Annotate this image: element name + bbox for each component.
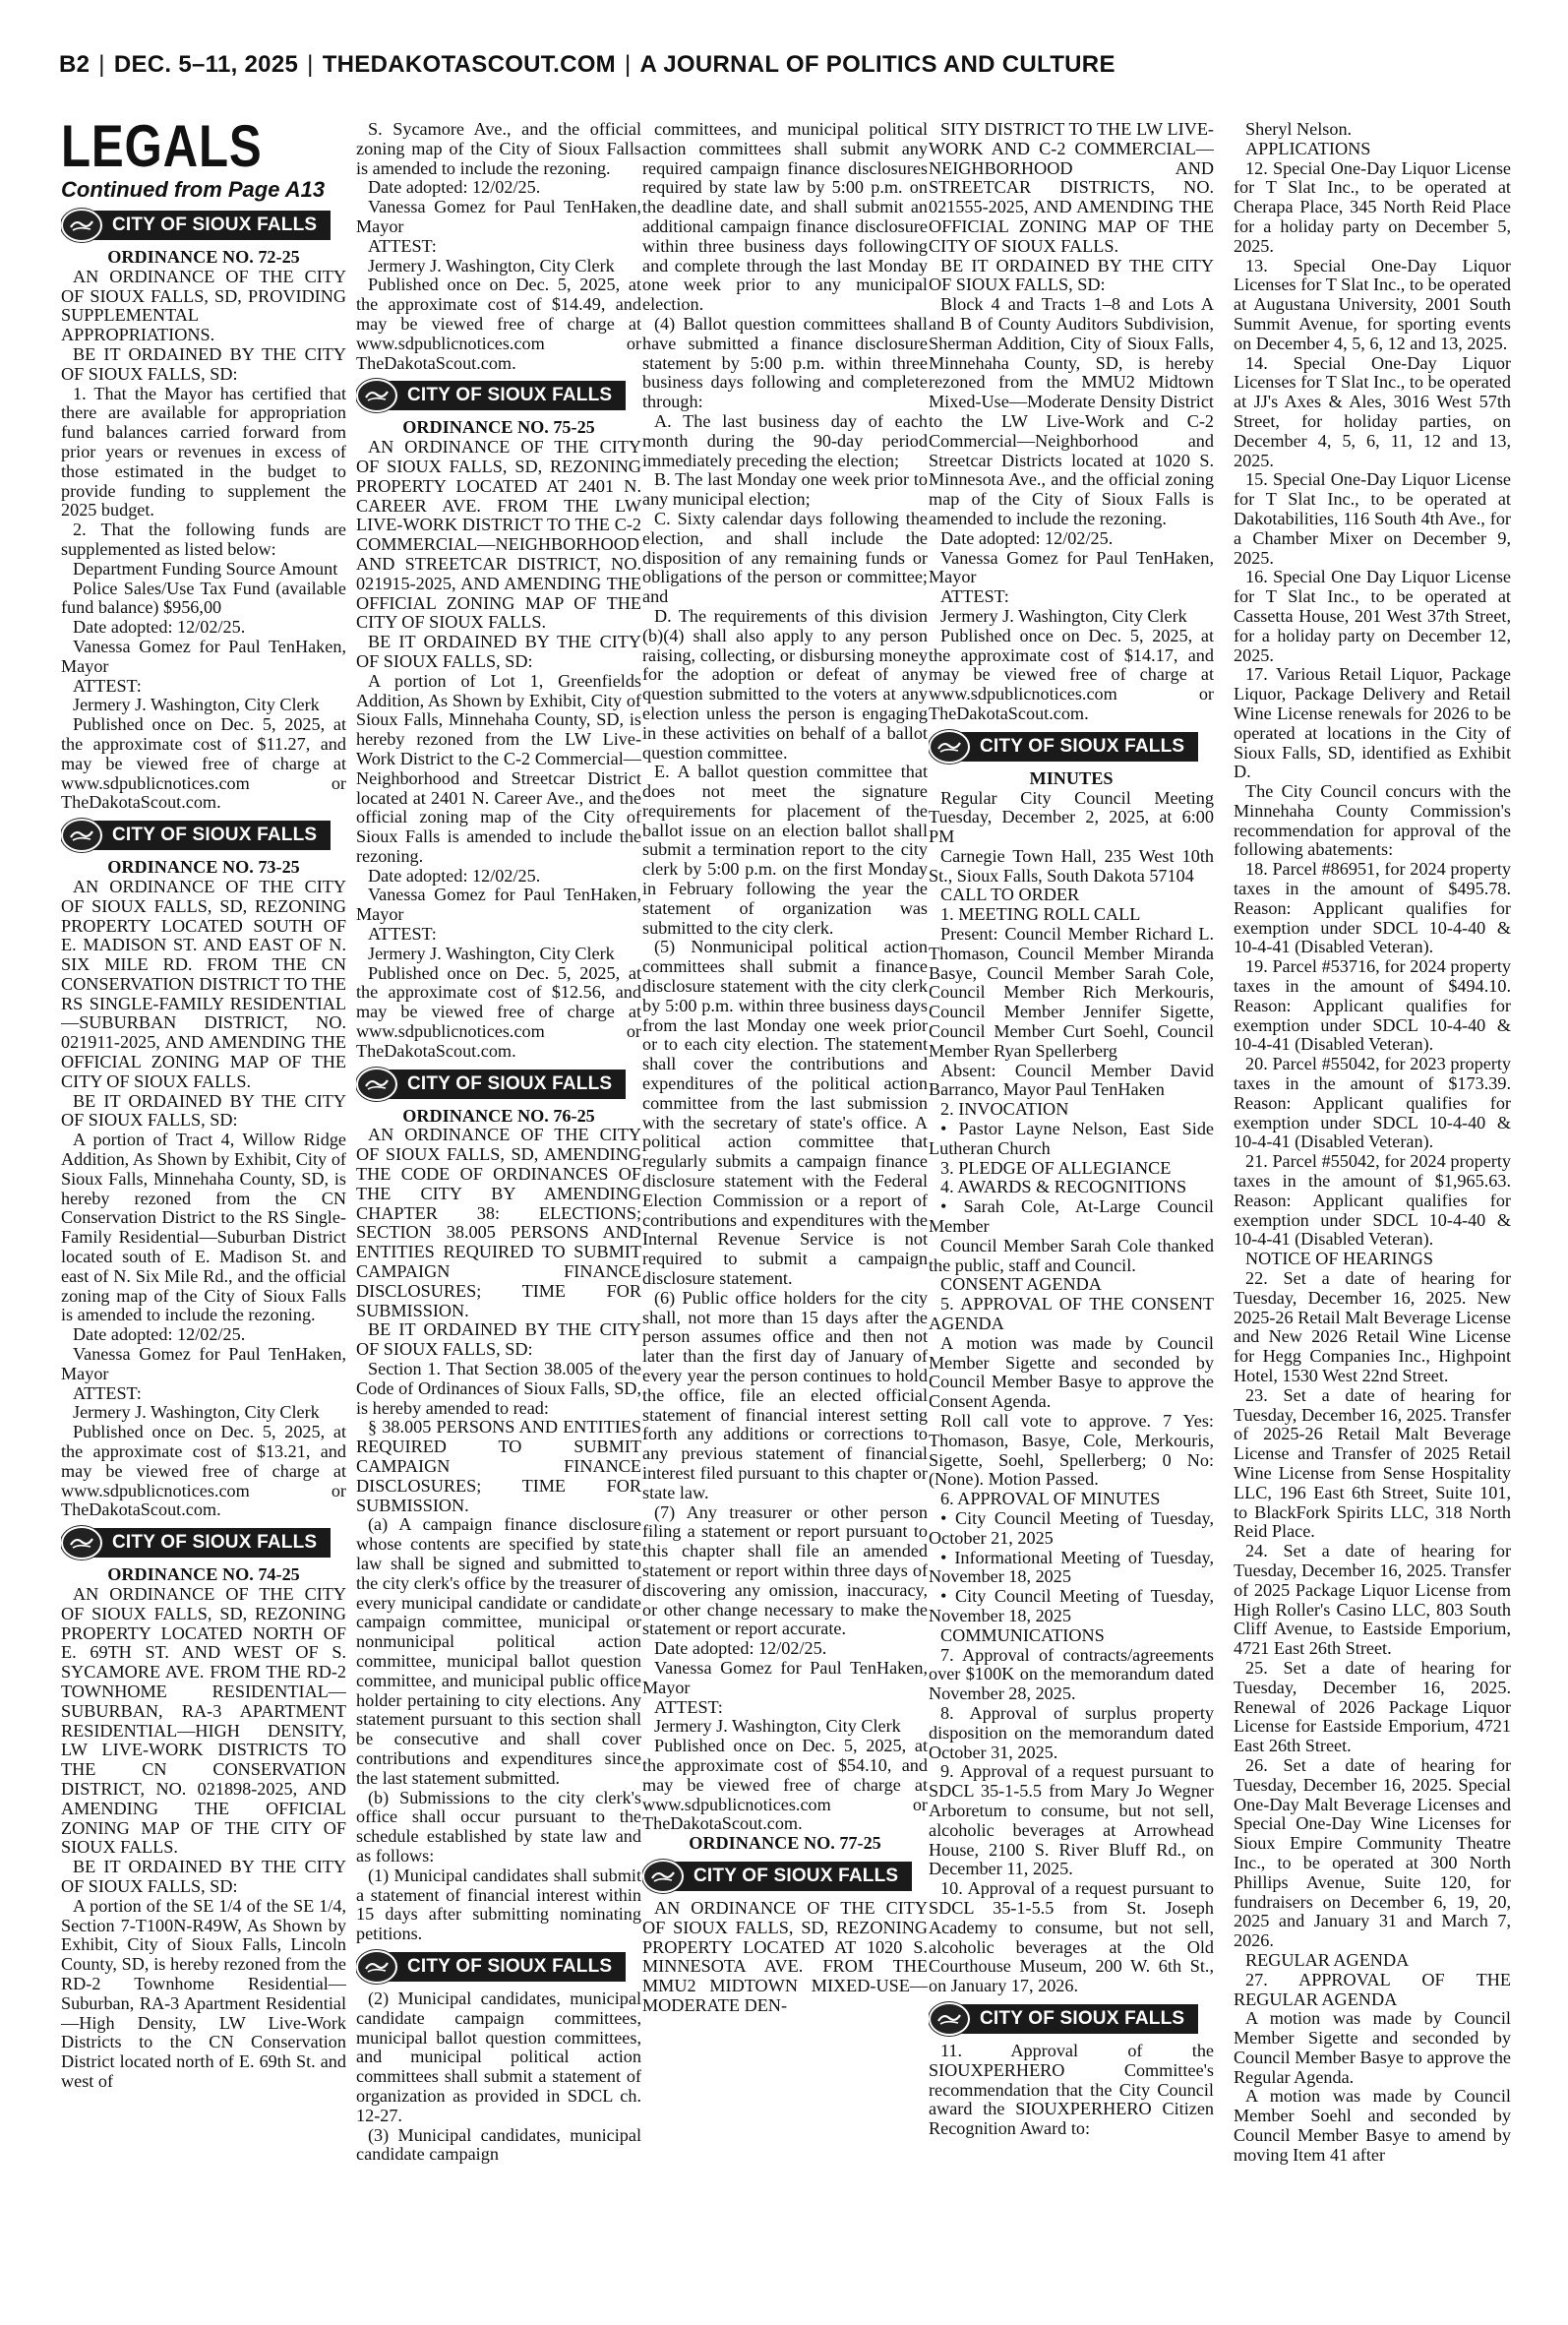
notice-paragraph: 13. Special One-Day Liquor Licenses for T Slat Inc., to be operated at Augustana University, 2001 South Summit Avenue, for sporting events on December 4, 5, 6, 12 and 13, 2025. [1234, 255, 1511, 353]
notice-paragraph: 14. Special One-Day Liquor Licenses for T Slat Inc., to be operated at JJ's Axes & Ales, 3016 West 57th Street, for holiday parties, on December 4, 5, 6, 11, 12 and 13, 2025. [1234, 352, 1511, 470]
notice-paragraph: A motion was made by Council Member Sigette and seconded by Council Member Basye to approve the Regular Agenda. [1234, 2008, 1511, 2087]
notice-paragraph: 24. Set a date of hearing for Tuesday, December 16, 2025. Transfer of 2025 Package Liquor License from High Roller's Casino LLC, 803 South Cliff Avenue, to Eastside Emporium, 4721 East 26th Street. [1234, 1541, 1511, 1659]
notice-paragraph: (2) Municipal candidates, municipal candidate campaign committees, municipal ballot question committees, and municipal political action committees shall submit a statement of organization as provided in SDCL ch. 12-27. [356, 1988, 641, 2125]
sioux-falls-seal-icon [929, 730, 970, 764]
notice-paragraph: A motion was made by Council Member Sigette and seconded by Council Member Basye to approve the Consent Agenda. [929, 1332, 1214, 1412]
notice-paragraph: BE IT ORDAINED BY THE CITY OF SIOUX FALLS, SD: [61, 1090, 346, 1131]
notice-paragraph: A motion was made by Council Member Soehl and seconded by Council Member Basye to amend by moving Item 41 after [1234, 2086, 1511, 2165]
notice-paragraph: 3. PLEDGE OF ALLEGIANCE [940, 1157, 1172, 1178]
notice-paragraph: AN ORDINANCE OF THE CITY OF SIOUX FALLS, SD, AMENDING THE CODE OF ORDINANCES OF THE CITY BY AMENDING CHAPTER 38: ELECTIONS; SECTION 38.005 PERSONS AND ENTITIES REQUIRED TO SUBMIT CAMPAIGN FINANCE DISCLOSURES; TIME FOR SUBMISSION. [356, 1125, 641, 1320]
notice-heading: ORDINANCE NO. 76-25 [402, 1105, 595, 1126]
col2-body [356, 120, 641, 2165]
notice-paragraph: D. The requirements of this division (b)(4) shall also apply to any person raising, collecting, or disbursing money for the adoption or defeat of any question submitted to the voters at any election unless the person is engaging in these activities on behalf of a ballot question committee. [642, 605, 928, 763]
notice-paragraph: 6. APPROVAL OF MINUTES [940, 1489, 1161, 1509]
notice-paragraph: Section 1. That Section 38.005 of the Code of Ordinances of Sioux Falls, SD, is hereby amended to read: [356, 1359, 641, 1418]
notice-paragraph: BE IT ORDAINED BY THE CITY OF SIOUX FALLS, SD: [929, 255, 1214, 295]
notice-paragraph: 27. APPROVAL OF THE REGULAR AGENDA [1234, 1969, 1511, 2009]
col1-body [61, 248, 346, 2092]
notice-paragraph: 19. Parcel #53716, for 2024 property taxes in the amount of $494.10. Reason: Applicant qualifies for exemption under SDCL 10-4-40 & 10-4-41 (Disabled Veteran). [1234, 956, 1511, 1055]
banner-label: CITY OF SIOUX FALLS [92, 821, 331, 850]
notice-paragraph: ATTEST: [368, 235, 437, 256]
notice-paragraph: (b) Submissions to the city clerk's office shall occur pursuant to the schedule established by state law and as follows: [356, 1787, 641, 1866]
notice-paragraph: 20. Parcel #55042, for 2023 property taxes in the amount of $173.39. Reason: Applicant qualifies for exemption under SDCL 10-4-40 & 10-4-41 (Disabled Veteran). [1234, 1054, 1511, 1152]
notice-paragraph: BE IT ORDAINED BY THE CITY OF SIOUX FALLS, SD: [356, 632, 641, 671]
sioux-falls-seal-icon [61, 1526, 102, 1560]
notice-paragraph: • Informational Meeting of Tuesday, November 18, 2025 [929, 1547, 1214, 1587]
notice-paragraph: Published once on Dec. 5, 2025, at the approximate cost of $14.49, and may be viewed free of charge at www.sdpublicnotices.com or TheDakotaScout.com. [356, 275, 641, 373]
notice-paragraph: • City Council Meeting of Tuesday, November 18, 2025 [929, 1586, 1214, 1625]
notice-paragraph: Vanessa Gomez for Paul TenHaken, Mayor [61, 636, 346, 676]
notice-paragraph: Regular City Council Meeting Tuesday, December 2, 2025, at 6:00 PM [929, 787, 1214, 847]
city-banner [356, 381, 641, 410]
notice-paragraph: 22. Set a date of hearing for Tuesday, December 16, 2025. New 2025-26 Retail Malt Beverage License and New 2026 Retail Wine License for Hegg Companies Inc., Highpoint Hotel, 1530 West 22nd Street. [1234, 1268, 1511, 1385]
notice-paragraph: Jermery J. Washington, City Clerk [73, 695, 320, 715]
city-banner [61, 211, 346, 240]
notice-paragraph: ATTEST: [73, 675, 142, 696]
notice-paragraph: Vanessa Gomez for Paul TenHaken, Mayor [642, 1657, 928, 1697]
notice-paragraph: A portion of the SE 1/4 of the SE 1/4, Section 7-T100N-R49W, As Shown by Exhibit, City of Sioux Falls, Lincoln County, SD, is hereby rezoned from the RD-2 Townhome Residential—Suburban, RA-3 Apartment Residential—High Density, LW Live-Work Districts to the CN Conservation District located north of E. 69th St. and west of [61, 1895, 346, 2091]
notice-paragraph: Vanessa Gomez for Paul TenHaken, Mayor [356, 885, 641, 925]
notice-paragraph: Roll call vote to approve. 7 Yes: Thomason, Basye, Cole, Merkouris, Sigette, Soehl, Spellerberg; 0 No: (None). Motion Passed. [929, 1411, 1214, 1490]
notice-paragraph: (3) Municipal candidates, municipal candidate campaign [356, 2124, 641, 2165]
issue-dates: DEC. 5–11, 2025 [113, 51, 299, 78]
notice-paragraph: APPLICATIONS [1245, 138, 1371, 158]
banner-label: CITY OF SIOUX FALLS [388, 1952, 626, 1982]
notice-paragraph: 26. Set a date of hearing for Tuesday, December 16, 2025. Special One-Day Malt Beverage Licenses and Special One-Day Wine Licenses for Sioux Empire Community Theatre Inc., to be operated at 300 North Phillips Avenue, Suite 120, for fundraisers on December 6, 19, 20, 2025 and January 31 and March 7, 2026. [1234, 1754, 1511, 1951]
notice-paragraph: Date adopted: 12/02/25. [654, 1638, 827, 1659]
notice-paragraph: 8. Approval of surplus property disposition on the memorandum dated October 31, 2025. [929, 1702, 1214, 1762]
notice-paragraph: Date adopted: 12/02/25. [368, 865, 541, 886]
notice-paragraph: Absent: Council Member David Barranco, Mayor Paul TenHaken [929, 1060, 1214, 1100]
page-header: B2 | DEC. 5–11, 2025 | THEDAKOTASCOUT.COM | A JOURNAL OF POLITICS AND CULTURE [59, 51, 1116, 78]
notice-paragraph: Date adopted: 12/02/25. [73, 617, 246, 638]
notice-paragraph: 4. AWARDS & RECOGNITIONS [940, 1177, 1187, 1197]
notice-paragraph: Council Member Sarah Cole thanked the public, staff and Council. [929, 1235, 1214, 1275]
notice-paragraph: AN ORDINANCE OF THE CITY OF SIOUX FALLS, SD, REZONING PROPERTY LOCATED AT 1020 S. MINNESOTA AVE. FROM THE MMU2 MIDTOWN MIXED-USE—MODERATE DEN- [642, 1897, 928, 2015]
notice-heading: MINUTES [1029, 767, 1114, 788]
banner-label: CITY OF SIOUX FALLS [674, 1862, 912, 1891]
notice-paragraph: Police Sales/Use Tax Fund (available fund balance) $956,00 [61, 578, 346, 618]
sioux-falls-seal-icon [61, 819, 102, 852]
notice-paragraph: ATTEST: [73, 1382, 142, 1403]
notice-paragraph: Published once on Dec. 5, 2025, at the approximate cost of $13.21, and may be viewed free of charge at www.sdpublicnotices.com or TheDakotaScout.com. [61, 1422, 346, 1520]
column-2 [356, 120, 641, 2324]
notice-paragraph: § 38.005 PERSONS AND ENTITIES REQUIRED TO SUBMIT CAMPAIGN FINANCE DISCLOSURES; TIME FOR SUBMISSION. [356, 1417, 641, 1515]
notice-paragraph: 7. Approval of contracts/agreements over $100K on the memorandum dated November 28, 2025. [929, 1644, 1214, 1704]
notice-paragraph: CALL TO ORDER [940, 885, 1080, 905]
notice-paragraph: (6) Public office holders for the city shall, not more than 15 days after the person assumes office and then not later than the first day of January of every year the person continues to hold the office, file an elected official statement of financial interest setting forth any additions or corrections to any previous statement of financial interest filed pursuant to this chapter or state law. [642, 1287, 928, 1502]
notice-paragraph: The City Council concurs with the Minnehaha County Commission's recommendation for approval of the following abatements: [1234, 781, 1511, 860]
notice-paragraph: 2. That the following funds are supplemented as listed below: [61, 520, 346, 559]
sioux-falls-seal-icon [356, 1068, 397, 1101]
notice-paragraph: ATTEST: [368, 924, 437, 945]
notice-paragraph: 18. Parcel #86951, for 2024 property taxes in the amount of $495.78. Reason: Applicant qualifies for exemption under SDCL 10-4-40 & 10-4-41 (Disabled Veteran). [1234, 859, 1511, 957]
city-banner [61, 1528, 346, 1558]
notice-paragraph: (a) A campaign finance disclosure whose contents are specified by state law shall be signed and submitted to the city clerk's office by the treasurer of every municipal candidate or candidate campaign committee, municipal or nonmunicipal political action committee, municipal ballot question committee, and municipal public office holder pertaining to city elections. Any statement pursuant to this section shall be consecutive and shall cover contributions and expenditures since the last statement submitted. [356, 1514, 641, 1788]
notice-paragraph: BE IT ORDAINED BY THE CITY OF SIOUX FALLS, SD: [61, 1857, 346, 1896]
banner-label: CITY OF SIOUX FALLS [960, 732, 1198, 762]
notice-paragraph: Date adopted: 12/02/25. [73, 1324, 246, 1345]
notice-heading: ORDINANCE NO. 74-25 [107, 1564, 300, 1585]
notice-paragraph: (7) Any treasurer or other person filing a statement or report pursuant to this chapter shall file an amended statement or report within three days of discovering any omission, inaccuracy, or other change necessary to make the statement or report accurate. [642, 1501, 928, 1639]
notice-paragraph: B. The last Monday one week prior to any municipal election; [642, 469, 928, 510]
notice-paragraph: Published once on Dec. 5, 2025, at the approximate cost of $14.17, and may be viewed free of charge at www.sdpublicnotices.com or TheDakotaScout.com. [929, 625, 1214, 723]
notice-paragraph: BE IT ORDAINED BY THE CITY OF SIOUX FALLS, SD: [356, 1319, 641, 1360]
notice-paragraph: Jermery J. Washington, City Clerk [368, 943, 615, 963]
notice-paragraph: Jermery J. Washington, City Clerk [654, 1716, 901, 1737]
sioux-falls-seal-icon [61, 209, 102, 242]
notice-paragraph: • Pastor Layne Nelson, East Side Lutheran Church [929, 1119, 1214, 1158]
column-4 [929, 120, 1214, 2324]
notice-paragraph: Date adopted: 12/02/25. [368, 177, 541, 198]
notice-paragraph: 12. Special One-Day Liquor License for T Slat Inc., to be operated at Cherapa Place, 345 North Reid Place for a holiday party on December 5, 2025. [1234, 157, 1511, 256]
notice-paragraph: A portion of Lot 1, Greenfields Addition, As Shown by Exhibit, City of Sioux Falls, Minnehaha County, SD, is hereby rezoned from the LW Live-Work District to the C-2 Commercial—Neighborhood and Streetcar District located at 2401 N. Career Ave., and the official zoning map of the City of Sioux Falls is amended to include the rezoning. [356, 670, 641, 866]
notice-paragraph: 21. Parcel #55042, for 2024 property taxes in the amount of $1,965.63. Reason: Applicant qualifies for exemption under SDCL 10-4-40 & 10-4-41 (Disabled Veteran). [1234, 1151, 1511, 1250]
notice-paragraph: 25. Set a date of hearing for Tuesday, December 16, 2025. Renewal of 2026 Package Liquor License for Eastside Emporium, 4721 East 26th Street. [1234, 1657, 1511, 1756]
column-5 [1234, 120, 1511, 2324]
notice-heading: ORDINANCE NO. 77-25 [689, 1833, 881, 1854]
column-1 [61, 116, 346, 2320]
sioux-falls-seal-icon [642, 1860, 684, 1893]
notice-paragraph: SITY DISTRICT TO THE LW LIVE-WORK AND C-2 COMMERCIAL—NEIGHBORHOOD AND STREETCAR DISTRICTS, NO. 021555-2025, AND AMENDING THE OFFICIAL ZONING MAP OF THE CITY OF SIOUX FALLS. [929, 120, 1214, 256]
notice-paragraph: Jermery J. Washington, City Clerk [368, 255, 615, 275]
notice-paragraph: Vanessa Gomez for Paul TenHaken, Mayor [929, 547, 1214, 587]
col3-body [642, 120, 928, 2016]
page-number: B2 [59, 51, 90, 78]
notice-paragraph: 9. Approval of a request pursuant to SDCL 35-1-5.5 from Mary Jo Wegner Arboretum to consume, but not sell, alcoholic beverages at Arrowhead House, 2100 S. River Bluff Rd., on December 11, 2025. [929, 1761, 1214, 1879]
city-banner [356, 1070, 641, 1099]
notice-paragraph: Vanessa Gomez for Paul TenHaken, Mayor [61, 1344, 346, 1383]
notice-paragraph: 2. INVOCATION [940, 1099, 1069, 1120]
notice-paragraph: Jermery J. Washington, City Clerk [940, 605, 1187, 626]
notice-paragraph: committees, and municipal political action committees shall submit any required campaign finance disclosures required by state law by 5:00 p.m. on the deadline date, and shall submit an additional campaign finance disclosure within three business days following and complete through the last Monday one week prior to any municipal election. [642, 120, 928, 315]
banner-label: CITY OF SIOUX FALLS [92, 1528, 331, 1558]
notice-paragraph: A. The last business day of each month during the 90-day period immediately preceding the election; [642, 410, 928, 470]
notice-paragraph: Jermery J. Washington, City Clerk [73, 1402, 320, 1423]
notice-paragraph: CONSENT AGENDA [940, 1274, 1102, 1295]
city-banner [61, 821, 346, 850]
col5-body [1234, 120, 1511, 2166]
notice-heading: ORDINANCE NO. 75-25 [402, 417, 595, 438]
notice-paragraph: 23. Set a date of hearing for Tuesday, December 16, 2025. Transfer of 2025-26 Retail Malt Beverage License and Transfer of 2025 Retail Wine License from Sense Hospitality LLC, 196 East 6th Street, Suite 101, to BlackFork Spirits LLC, 318 North Reid Place. [1234, 1384, 1511, 1542]
notice-paragraph: 5. APPROVAL OF THE CONSENT AGENDA [929, 1294, 1214, 1334]
sioux-falls-seal-icon [356, 1950, 397, 1984]
column-3 [642, 120, 928, 2324]
notice-paragraph: 1. That the Mayor has certified that there are available for appropriation fund balances carried forward from prior years or revenues in excess of those estimated in the budget to provide funding to supplement the 2025 budget. [61, 383, 346, 520]
notice-paragraph: Published once on Dec. 5, 2025, at the approximate cost of $11.27, and may be viewed free of charge at www.sdpublicnotices.com or TheDakotaScout.com. [61, 714, 346, 813]
notice-paragraph: ATTEST: [940, 586, 1009, 607]
notice-paragraph: Date adopted: 12/02/25. [940, 527, 1114, 548]
notice-paragraph: AN ORDINANCE OF THE CITY OF SIOUX FALLS, SD, REZONING PROPERTY LOCATED SOUTH OF E. MADISON ST. AND EAST OF N. SIX MILE RD. FROM THE CN CONSERVATION DISTRICT TO THE RS SINGLE-FAMILY RESIDENTIAL—SUBURBAN DISTRICT, NO. 021911-2025, AND AMENDING THE OFFICIAL ZONING MAP OF THE CITY OF SIOUX FALLS. [61, 876, 346, 1091]
notice-paragraph: 11. Approval of the SIOUXPERHERO Committee's recommendation that the City Council award the SIOUXPERHERO Citizen Recognition Award to: [929, 2040, 1214, 2139]
notice-paragraph: 1. MEETING ROLL CALL [940, 904, 1141, 925]
notice-paragraph: Present: Council Member Richard L. Thomason, Council Member Miranda Basye, Council Member Sarah Cole, Council Member Rich Merkouris, Council Member Jennifer Sigette, Council Member Curt Soehl, Council Member Ryan Spellerberg [929, 924, 1214, 1061]
notice-paragraph: • City Council Meeting of Tuesday, October 21, 2025 [929, 1507, 1214, 1548]
notice-paragraph: Published once on Dec. 5, 2025, at the approximate cost of $54.10, and may be viewed free of charge at www.sdpublicnotices.com or TheDakotaScout.com. [642, 1736, 928, 1834]
notice-paragraph: 17. Various Retail Liquor, Package Liquor, Package Delivery and Retail Wine License renewals for 2026 to be operated at locations in the City of Sioux Falls, SD, identified as Exhibit D. [1234, 664, 1511, 782]
banner-label: CITY OF SIOUX FALLS [960, 2004, 1198, 2034]
notice-paragraph: ATTEST: [654, 1696, 723, 1717]
notice-paragraph: E. A ballot question committee that does not meet the signature requirements for placement of the ballot issue on an election ballot shall submit a termination report to the city clerk by 5:00 p.m. on the first Monday in February following the year the statement of organization was submitted to the city clerk. [642, 762, 928, 938]
banner-label: CITY OF SIOUX FALLS [92, 211, 331, 240]
notice-paragraph: A portion of Tract 4, Willow Ridge Addition, As Shown by Exhibit, City of Sioux Falls, Minnehaha County, SD, is hereby rezoned from the CN Conservation District to the RS Single-Family Residential—Suburban District located south of E. Madison St. and east of N. Six Mile Rd., and the official zoning map of the City of Sioux Falls is amended to include the rezoning. [61, 1130, 346, 1325]
notice-paragraph: 16. Special One Day Liquor License for T Slat Inc., to be operated at Cassetta House, 201 West 37th Street, for a holiday party on December 12, 2025. [1234, 567, 1511, 665]
section-title: LEGALS [61, 116, 263, 179]
city-banner [929, 2004, 1214, 2034]
notice-heading: ORDINANCE NO. 73-25 [107, 857, 300, 878]
notice-paragraph: C. Sixty calendar days following the election, and shall include the disposition of any remaining funds or obligations of the person or committee; and [642, 508, 928, 607]
city-banner [356, 1952, 641, 1982]
section-subtitle: Continued from Page A13 [61, 177, 326, 202]
notice-paragraph: 10. Approval of a request pursuant to SDCL 35-1-5.5 from St. Joseph Academy to consume, but not sell, alcoholic beverages at the Old Courthouse Museum, 200 W. 6th St., on January 17, 2026. [929, 1878, 1214, 1996]
notice-paragraph: COMMUNICATIONS [940, 1624, 1105, 1645]
notice-paragraph: Block 4 and Tracts 1–8 and Lots A and B of County Auditors Subdivision, Sherman Addition, City of Sioux Falls, Minnehaha County, SD, is hereby rezoned from the MMU2 Midtown Mixed-Use—Moderate Density District to the LW Live-Work and C-2 Commercial—Neighborhood and Streetcar Districts located at 1020 S. Minnesota Ave., and the official zoning map of the City of Sioux Falls is amended to include the rezoning. [929, 294, 1214, 528]
notice-paragraph: (4) Ballot question committees shall have submitted a finance disclosure statement by 5:00 p.m. within three business days following and complete through: [642, 313, 928, 412]
notice-paragraph: • Sarah Cole, At-Large Council Member [929, 1196, 1214, 1237]
notice-paragraph: (5) Nonmunicipal political action committees shall submit a finance disclosure statement with the city clerk by 5:00 p.m. within three business days from the last Monday one week prior or to each city election. The statement shall cover the contributions and expenditures of the political action committee from the last submission with the secretary of state's office. A political action committee that regularly submits a campaign finance disclosure statement with the Federal Election Commission or a report of contributions and expenditures with the Internal Revenue Service is not required to submit a campaign disclosure statement. [642, 937, 928, 1289]
notice-paragraph: Published once on Dec. 5, 2025, at the approximate cost of $12.56, and may be viewed free of charge at www.sdpublicnotices.com or TheDakotaScout.com. [356, 962, 641, 1061]
notice-paragraph: BE IT ORDAINED BY THE CITY OF SIOUX FALLS, SD: [61, 343, 346, 384]
notice-heading: ORDINANCE NO. 72-25 [107, 247, 300, 267]
col4-body [929, 120, 1214, 2139]
notice-paragraph: Department Funding Source Amount [73, 558, 338, 579]
notice-paragraph: AN ORDINANCE OF THE CITY OF SIOUX FALLS, SD, REZONING PROPERTY LOCATED AT 2401 N. CAREER AVE. FROM THE LW LIVE-WORK DISTRICT TO THE C-2 COMMERCIAL—NEIGHBORHOOD AND STREETCAR DISTRICT, NO. 021915-2025, AND AMENDING THE OFFICIAL ZONING MAP OF THE CITY OF SIOUX FALLS. [356, 437, 641, 633]
banner-label: CITY OF SIOUX FALLS [388, 1070, 626, 1099]
city-banner [642, 1862, 928, 1891]
notice-paragraph: AN ORDINANCE OF THE CITY OF SIOUX FALLS, SD, REZONING PROPERTY LOCATED NORTH OF E. 69TH ST. AND WEST OF S. SYCAMORE AVE. FROM THE RD-2 TOWNHOME RESIDENTIAL—SUBURBAN, RA-3 APARTMENT RESIDENTIAL—HIGH DENSITY, LW LIVE-WORK DISTRICTS TO THE CN CONSERVATION DISTRICT, NO. 021898-2025, AND AMENDING THE OFFICIAL ZONING MAP OF THE CITY OF SIOUX FALLS. [61, 1584, 346, 1858]
banner-label: CITY OF SIOUX FALLS [388, 381, 626, 410]
site-url[interactable]: THEDAKOTASCOUT.COM [322, 51, 616, 78]
notice-paragraph: 15. Special One-Day Liquor License for T Slat Inc., to be operated at Dakotabilities, 116 South 4th Ave., for a Chamber Mixer on December 9, 2025. [1234, 469, 1511, 568]
city-banner [929, 732, 1214, 762]
tagline: A JOURNAL OF POLITICS AND CULTURE [639, 51, 1116, 78]
notice-paragraph: S. Sycamore Ave., and the official zoning map of the City of Sioux Falls is amended to include the rezoning. [356, 120, 641, 178]
notice-paragraph: AN ORDINANCE OF THE CITY OF SIOUX FALLS, SD, PROVIDING SUPPLEMENTAL APPROPRIATIONS. [61, 266, 346, 345]
notice-paragraph: (1) Municipal candidates shall submit a statement of financial interest within 15 days after submitting nominating petitions. [356, 1865, 641, 1944]
notice-paragraph: NOTICE OF HEARINGS [1245, 1249, 1433, 1269]
notice-paragraph: Vanessa Gomez for Paul TenHaken, Mayor [356, 197, 641, 236]
notice-paragraph: Carnegie Town Hall, 235 West 10th St., Sioux Falls, South Dakota 57104 [929, 845, 1214, 886]
sioux-falls-seal-icon [929, 2002, 970, 2036]
notice-paragraph: Sheryl Nelson. [1245, 120, 1353, 139]
notice-paragraph: REGULAR AGENDA [1245, 1949, 1410, 1970]
